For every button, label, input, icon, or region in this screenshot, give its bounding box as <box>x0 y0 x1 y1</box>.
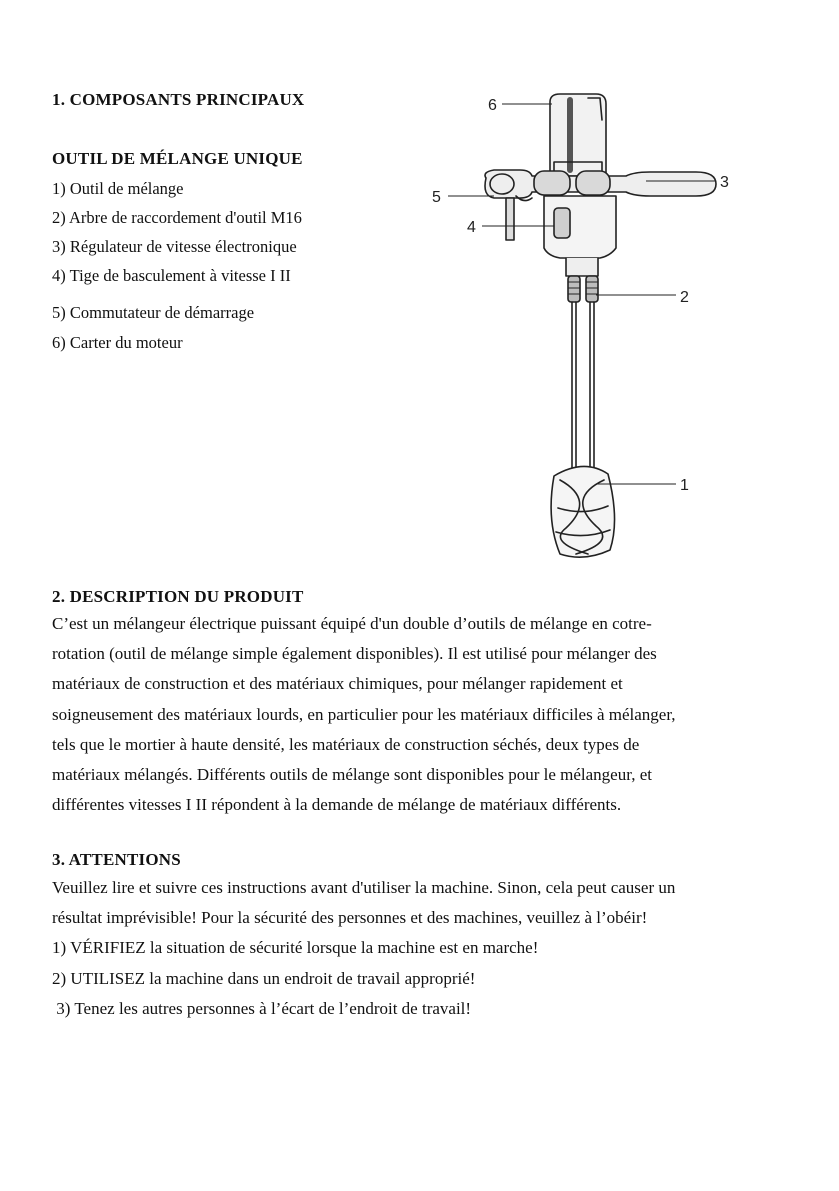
callout-4: 4 <box>467 219 476 236</box>
section2-line: C’est un mélangeur électrique puissant équipé d'un double d’outils de mélange en cotre- <box>52 614 652 633</box>
mixer-drawing <box>420 80 740 570</box>
section2-line: matériaux mélangés. Différents outils de mélange sont disponibles pour le mélangeur, et <box>52 765 652 785</box>
callout-6: 6 <box>488 97 497 114</box>
section3-body <box>52 873 812 1024</box>
section1-subtitle: OUTIL DE MÉLANGE UNIQUE <box>52 149 303 168</box>
section2-line: rotation (outil de mélange simple également disponibles). Il est utilisé pour mélanger des <box>52 644 657 664</box>
section3-line: 3) Tenez les autres personnes à l’écart de l’endroit de travail! <box>52 998 472 1018</box>
section3-line: 1) VÉRIFIEZ la situation de sécurité lorsque la machine est en marche! <box>52 938 539 958</box>
component-item-5: 5) Commutateur de démarrage <box>52 303 255 322</box>
callout-3: 3 <box>720 174 729 191</box>
section1-title: 1. COMPOSANTS PRINCIPAUX <box>52 90 305 109</box>
motor-housing <box>550 94 606 176</box>
section2-line: soigneusement des matériaux lourds, en particulier pour les matériaux difficiles à mélanger, <box>52 704 676 724</box>
section2-line: différentes vitesses I II répondent à la demande de mélange de matériaux différents. <box>52 795 622 815</box>
callout-2: 2 <box>680 289 689 306</box>
section3-line: Veuillez lire et suivre ces instructions avant d'utiliser la machine. Sinon, cela peut causer un <box>52 878 676 897</box>
section3-line: résultat imprévisible! Pour la sécurité des personnes et des machines, veuillez à l’obéir! <box>52 908 648 928</box>
section2-line: tels que le mortier à haute densité, les matériaux de construction séchés, deux types de <box>52 734 640 754</box>
mixer-diagram <box>420 80 740 570</box>
component-item-2: 2) Arbre de raccordement d'outil M16 <box>52 208 302 227</box>
section2-title: 2. DESCRIPTION DU PRODUIT <box>52 587 304 606</box>
component-item-4: 4) Tige de basculement à vitesse I II <box>52 266 291 285</box>
callout-5: 5 <box>432 189 441 206</box>
component-item-6: 6) Carter du moteur <box>52 333 183 352</box>
section2-body <box>52 609 812 820</box>
section3-title: 3. ATTENTIONS <box>52 850 181 869</box>
component-item-3: 3) Régulateur de vitesse électronique <box>52 237 297 256</box>
section3-line: 2) UTILISEZ la machine dans un endroit de travail approprié! <box>52 968 476 988</box>
section2-line: matériaux de construction et des matériaux chimiques, pour mélanger rapidement et <box>52 674 623 694</box>
component-item-1: 1) Outil de mélange <box>52 179 184 198</box>
callout-1: 1 <box>680 477 689 494</box>
